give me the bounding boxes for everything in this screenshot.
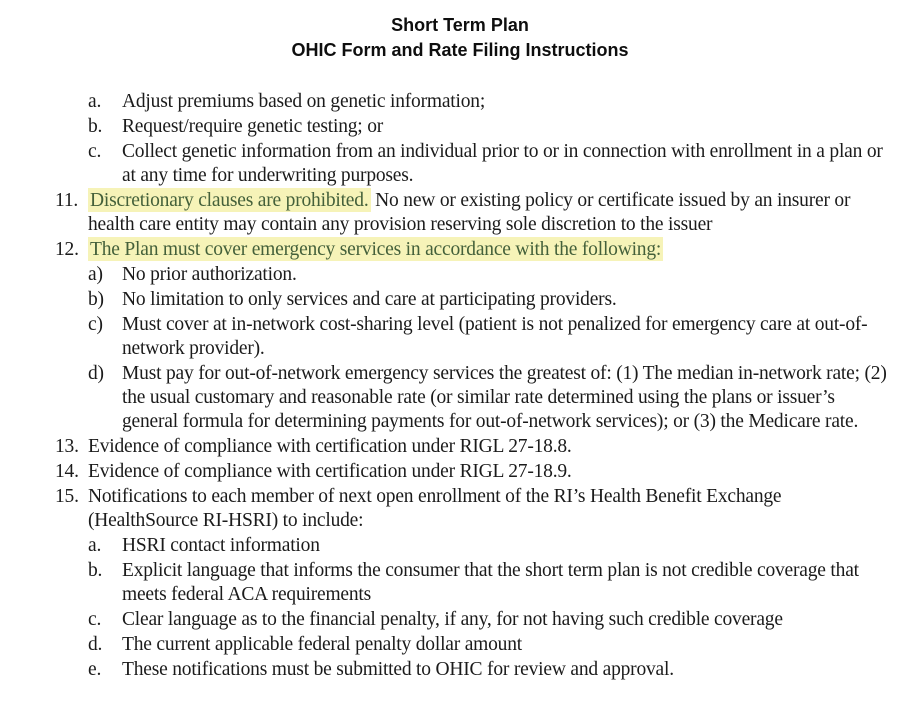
list-item [0, 238, 920, 262]
list-text: Explicit language that informs the consumer that the short term plan is not credible coverage that meets federal ACA requirements [122, 560, 859, 605]
list-text: Notifications to each member of next open enrollment of the RI’s Health Benefit Exchange (HealthSource RI-HSRI) to include: [88, 486, 782, 531]
list-marker: e. [88, 659, 102, 680]
list-text: Collect genetic information from an individual prior to or in connection with enrollment in a plan or at any time for underwriting purposes. [122, 141, 883, 186]
doc-title-line1: Short Term Plan [391, 15, 529, 35]
list-item [0, 460, 920, 484]
list-item [0, 140, 920, 188]
list-marker: a. [88, 91, 102, 112]
list-item [0, 608, 920, 632]
list-text: Must cover at in-network cost-sharing level (patient is not penalized for emergency care at out-of-network provider). [122, 314, 868, 359]
list-item [0, 288, 920, 312]
list-marker: c. [88, 609, 102, 630]
list-item [0, 534, 920, 558]
list-marker: 15. [55, 486, 79, 507]
list-item [0, 435, 920, 459]
list-marker: a. [88, 535, 102, 556]
list-marker: 11. [55, 190, 79, 211]
list-marker: d) [88, 363, 104, 384]
list-marker: b) [88, 289, 104, 310]
highlighted-text: The Plan must cover emergency services in accordance with the following: [90, 239, 662, 260]
list-text: The current applicable federal penalty dollar amount [122, 634, 522, 655]
highlighted-text: Discretionary clauses are prohibited. [90, 190, 369, 211]
list-marker: b. [88, 116, 103, 137]
list-text: Must pay for out-of-network emergency services the greatest of: (1) The median in-network rate; (2) the usual customary and reasonable rate (or similar rate determined using the plans or issuer’s general formula for determining payments for out-of-network services); or (3) the Medicare rate. [122, 363, 887, 432]
list-marker: d. [88, 634, 103, 655]
list-item [0, 189, 920, 237]
list-marker: 13. [55, 436, 79, 457]
list-item [0, 263, 920, 287]
list-marker: a) [88, 264, 103, 285]
list-text [88, 238, 920, 262]
document-list [0, 90, 920, 682]
list-text: These notifications must be submitted to OHIC for review and approval. [122, 659, 674, 680]
list-item [0, 313, 920, 361]
list-text: Evidence of compliance with certification under RIGL 27-18.8. [88, 436, 572, 457]
list-item [0, 485, 920, 533]
list-item [0, 90, 920, 114]
list-marker: 12. [55, 239, 79, 260]
list-text: Evidence of compliance with certification under RIGL 27-18.9. [88, 461, 572, 482]
list-text: Clear language as to the financial penalty, if any, for not having such credible coverage [122, 609, 783, 630]
list-item [0, 633, 920, 657]
list-marker: 14. [55, 461, 79, 482]
list-marker: c) [88, 314, 103, 335]
list-text: No limitation to only services and care at participating providers. [122, 289, 617, 310]
list-item [0, 658, 920, 682]
list-text: No prior authorization. [122, 264, 297, 285]
document-header [0, 0, 920, 63]
list-item [0, 559, 920, 607]
list-item [0, 362, 920, 434]
list-marker: b. [88, 560, 103, 581]
list-text: Discretionary clauses are prohibited. No new or existing policy or certificate issued by an insurer or health care entity may contain any provision reserving sole discretion to the issuer [88, 190, 851, 235]
list-marker: c. [88, 141, 102, 162]
list-text: Request/require genetic testing; or [122, 116, 384, 137]
list-text: Adjust premiums based on genetic information; [122, 91, 486, 112]
doc-title-line2: OHIC Form and Rate Filing Instructions [291, 40, 629, 60]
list-item [0, 115, 920, 139]
list-text: HSRI contact information [122, 535, 320, 556]
